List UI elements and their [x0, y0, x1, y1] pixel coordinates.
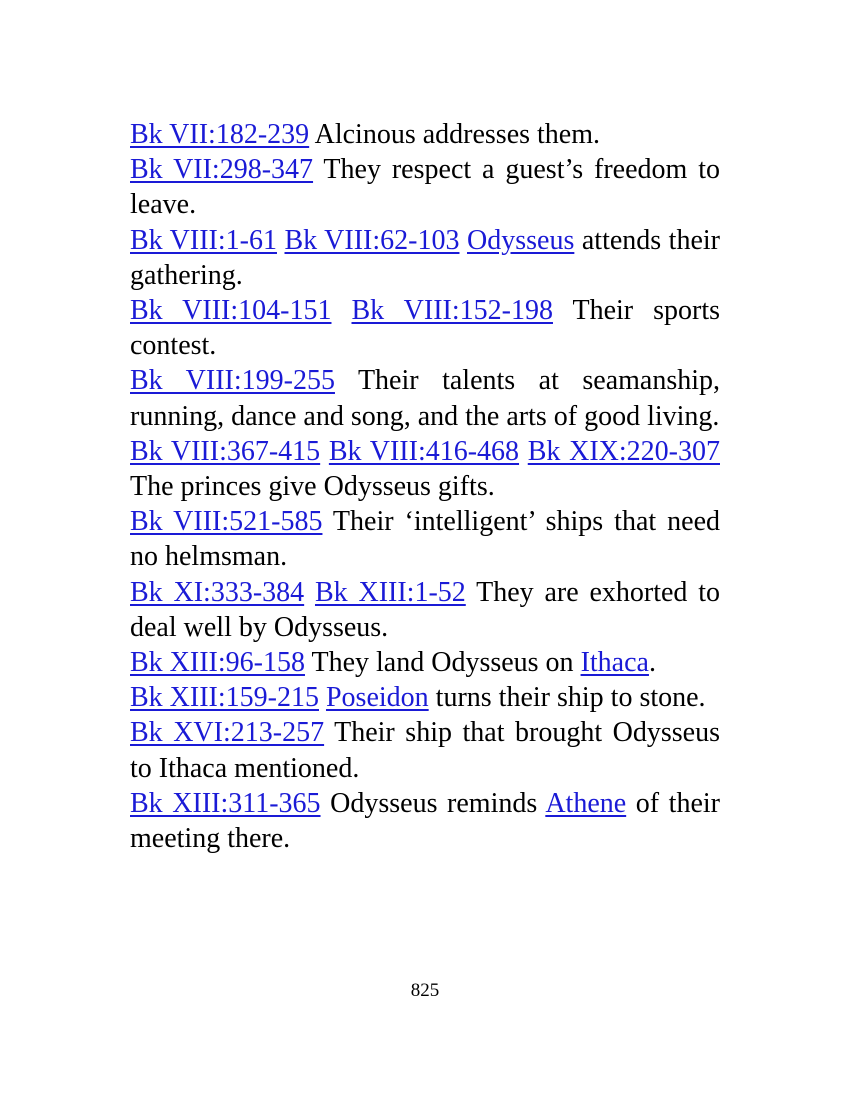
reference-link[interactable]: Bk VIII:416-468: [328, 435, 520, 467]
reference-link[interactable]: Bk VIII:199-255: [130, 365, 335, 397]
entry-text: Alcinous addresses them.: [309, 119, 600, 150]
reference-link[interactable]: Bk XIII:311-365: [130, 787, 321, 819]
entry-text: .: [648, 647, 656, 679]
reference-link[interactable]: Ithaca: [580, 647, 649, 679]
index-entry: [130, 504, 720, 574]
index-entry: [130, 680, 720, 715]
entry-text: They land Odysseus on: [304, 647, 581, 679]
entry-text: Their ship that brought Odysseus to Ithaca mentioned.: [130, 717, 721, 784]
reference-link[interactable]: Bk XIX:220-307: [527, 435, 720, 467]
reference-link[interactable]: Bk XIII:159-215: [130, 682, 319, 714]
reference-link[interactable]: Bk VIII:104-151: [130, 295, 332, 327]
entry-text: Their sports contest.: [130, 295, 721, 362]
entry-text: turns their ship to stone.: [428, 682, 706, 714]
index-entries: [130, 117, 720, 856]
reference-link[interactable]: Bk VII:182-239: [130, 119, 310, 150]
index-entry: [130, 715, 720, 785]
index-entry: [130, 223, 720, 293]
index-entry: [130, 575, 720, 645]
index-entry: [130, 363, 720, 433]
entry-text: Their talents at seamanship, running, dance and song, and the arts of good living.: [130, 365, 721, 432]
reference-link[interactable]: Bk VII:298-347: [130, 154, 314, 186]
index-entry: [130, 786, 720, 856]
entry-text: Their ‘intelligent’ ships that need no helmsman.: [130, 506, 720, 573]
reference-link[interactable]: Bk XI:333-384: [130, 576, 305, 608]
index-entry: [130, 152, 720, 222]
reference-link[interactable]: Odysseus: [467, 224, 575, 256]
page-number: 825: [410, 980, 440, 1001]
reference-link[interactable]: Bk XIII:1-52: [314, 576, 466, 608]
reference-link[interactable]: Bk VIII:152-198: [351, 295, 553, 327]
reference-link[interactable]: Athene: [545, 787, 627, 819]
reference-link[interactable]: Bk XIII:96-158: [130, 647, 305, 679]
entry-text: The princes give Odysseus gifts.: [130, 471, 495, 503]
entry-text: Odysseus reminds: [320, 787, 546, 819]
reference-link[interactable]: Bk VIII:367-415: [130, 435, 321, 467]
index-entry: [130, 645, 720, 680]
reference-link[interactable]: Bk VIII:521-585: [130, 506, 323, 538]
entry-text: of their meeting there.: [130, 787, 720, 855]
reference-link[interactable]: Poseidon: [325, 682, 429, 714]
index-entry: [130, 117, 720, 152]
reference-link[interactable]: Bk VIII:62-103: [284, 224, 460, 256]
entry-text: They are exhorted to deal well by Odysseus.: [130, 576, 721, 643]
index-entry: [130, 293, 720, 363]
entry-text: attends their gathering.: [130, 224, 720, 291]
index-entry: [130, 434, 720, 504]
reference-link[interactable]: Bk VIII:1-61: [130, 224, 277, 256]
reference-link[interactable]: Bk XVI:213-257: [130, 717, 325, 749]
entry-text: They respect a guest’s freedom to leave.: [130, 154, 720, 221]
